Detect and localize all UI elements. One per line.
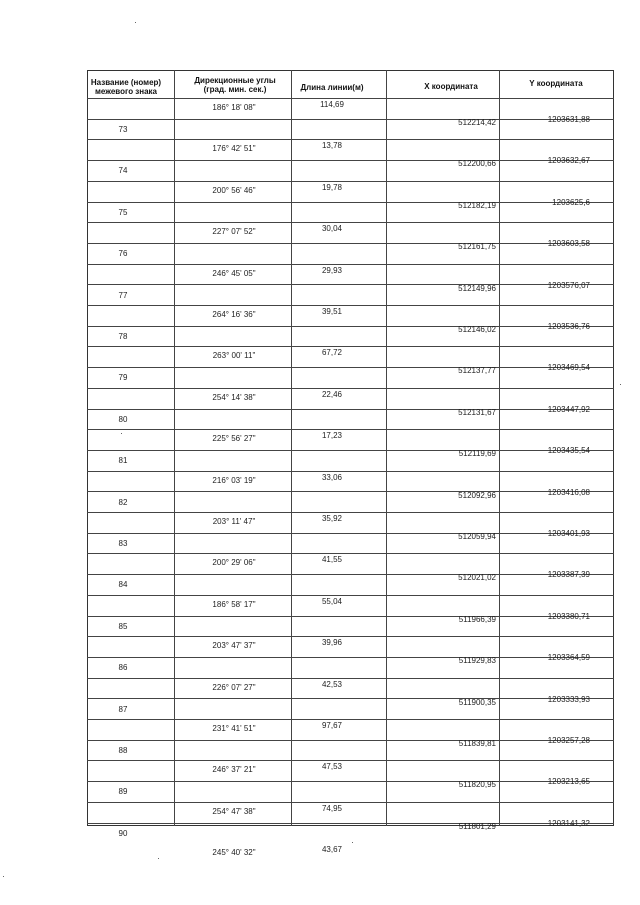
x-coordinate: 511820,95 <box>458 780 496 790</box>
y-coordinate: 1203603,58 <box>547 239 590 249</box>
header-angle-line1: Дирекционные углы <box>194 76 276 85</box>
x-coordinate: 512200,66 <box>458 159 496 169</box>
line-length: 43,67 <box>321 845 343 855</box>
x-coordinate: 512131,67 <box>458 407 496 417</box>
y-coordinate: 1203364,59 <box>547 653 590 663</box>
y-coordinate: 1203625,6 <box>552 197 590 207</box>
y-coordinate: 1203576,07 <box>547 280 590 290</box>
scan-speck <box>135 22 136 23</box>
y-coordinate: 1203447,92 <box>547 404 590 414</box>
direction-angle: 216° 03' 19" <box>212 475 256 485</box>
y-coordinate: 1203213,65 <box>547 777 590 787</box>
x-coordinate: 512182,19 <box>458 200 496 210</box>
direction-angle: 186° 58' 17" <box>212 599 256 609</box>
header-name-line2: межевого знака <box>94 87 158 96</box>
scan-speck <box>620 384 621 385</box>
y-coordinate: 1203469,54 <box>547 363 590 373</box>
direction-angle: 200° 56' 46" <box>212 185 256 195</box>
line-length: 35,92 <box>321 514 343 523</box>
boundary-mark-number: 90 <box>118 828 128 838</box>
line-length: 41,55 <box>321 555 343 565</box>
x-coordinate: 512146,02 <box>458 325 496 334</box>
boundary-mark-number: 89 <box>118 787 128 797</box>
direction-angle: 227° 07' 52" <box>212 227 256 237</box>
x-coordinate: 512092,96 <box>458 490 496 500</box>
row-divider <box>87 760 614 761</box>
header-name-line1: Название (номер) <box>90 78 162 87</box>
y-coordinate: 1203435,54 <box>547 446 590 456</box>
row-divider <box>87 305 614 306</box>
x-coordinate: 512149,96 <box>458 283 496 293</box>
x-coordinate: 512021,02 <box>458 573 496 583</box>
boundary-mark-number: 85 <box>118 621 128 631</box>
boundary-mark-number: 88 <box>118 746 128 755</box>
boundary-mark-number: 86 <box>118 663 128 673</box>
y-coordinate: 1203536,76 <box>547 322 590 331</box>
column-divider <box>174 70 175 826</box>
direction-angle: 263° 00' 11" <box>212 351 256 361</box>
header-name <box>88 78 164 96</box>
x-coordinate: 511801,29 <box>458 821 496 831</box>
scan-speck <box>352 842 353 843</box>
boundary-mark-number: 76 <box>118 249 128 259</box>
x-coordinate: 512119,69 <box>458 449 496 459</box>
header-angle-line2: (град. мин. сек.) <box>203 85 267 94</box>
header-x: X координата <box>424 82 478 91</box>
row-divider <box>87 512 614 513</box>
header-angle <box>176 76 294 94</box>
x-coordinate: 511900,35 <box>458 697 496 707</box>
line-length: 42,53 <box>321 679 343 689</box>
line-length: 29,93 <box>321 265 343 275</box>
line-length: 17,23 <box>321 431 343 441</box>
row-divider <box>87 139 614 140</box>
y-coordinate: 1203333,93 <box>547 694 590 704</box>
line-length: 97,67 <box>321 721 343 730</box>
x-coordinate: 512137,77 <box>458 366 496 376</box>
direction-angle: 231° 41' 51" <box>212 724 256 733</box>
boundary-mark-number: 79 <box>118 373 128 383</box>
header-y: Y координата <box>529 79 583 88</box>
y-coordinate: 1203401,93 <box>547 529 590 538</box>
column-divider <box>386 70 387 826</box>
line-length: 114,69 <box>320 100 344 109</box>
line-length: 39,96 <box>321 638 343 648</box>
row-divider <box>87 98 614 99</box>
boundary-mark-number: 77 <box>118 290 128 300</box>
row-divider <box>87 553 614 554</box>
row-divider <box>87 636 614 637</box>
boundary-mark-number: 82 <box>118 497 128 507</box>
boundary-mark-number: 84 <box>118 580 128 590</box>
direction-angle: 203° 11' 47" <box>212 517 256 526</box>
direction-angle: 203° 47' 37" <box>212 641 256 651</box>
y-coordinate: 1203631,88 <box>547 115 590 124</box>
direction-angle: 186° 18' 08" <box>212 103 256 112</box>
x-coordinate: 511966,39 <box>458 614 496 624</box>
scan-speck <box>121 433 122 434</box>
y-coordinate: 1203257,28 <box>547 736 590 745</box>
row-divider <box>87 429 614 430</box>
line-length: 13,78 <box>321 141 343 151</box>
line-length: 47,53 <box>321 762 343 772</box>
direction-angle: 254° 47' 38" <box>212 806 256 816</box>
scan-speck <box>158 858 159 859</box>
direction-angle: 264° 16' 36" <box>212 310 256 319</box>
y-coordinate: 1203632,67 <box>547 156 590 166</box>
line-length: 30,04 <box>321 224 343 234</box>
line-length: 39,51 <box>321 307 343 316</box>
direction-angle: 176° 42' 51" <box>212 144 256 154</box>
y-coordinate: 1203141,32 <box>547 818 590 828</box>
line-length: 22,46 <box>321 389 343 399</box>
x-coordinate: 511839,81 <box>458 739 496 748</box>
boundary-mark-number: 83 <box>118 539 128 548</box>
x-coordinate: 512214,42 <box>458 118 496 127</box>
line-length: 33,06 <box>321 472 343 482</box>
line-length: 55,04 <box>321 596 343 606</box>
y-coordinate: 1203380,71 <box>547 611 590 621</box>
direction-angle: 254° 14' 38" <box>212 392 256 402</box>
row-divider <box>87 222 614 223</box>
y-coordinate: 1203387,39 <box>547 570 590 580</box>
boundary-mark-number: 81 <box>118 456 128 466</box>
line-length: 67,72 <box>321 348 343 358</box>
row-divider <box>87 719 614 720</box>
direction-angle: 245° 40' 32" <box>212 848 256 858</box>
boundary-mark-number: 78 <box>118 332 128 341</box>
direction-angle: 246° 45' 05" <box>212 268 256 278</box>
boundary-mark-number: 73 <box>118 125 128 134</box>
direction-angle: 246° 37' 21" <box>212 765 256 775</box>
x-coordinate: 512059,94 <box>458 532 496 541</box>
direction-angle: 225° 56' 27" <box>212 434 256 444</box>
x-coordinate: 511929,83 <box>458 656 496 666</box>
row-divider <box>87 346 614 347</box>
boundary-mark-number: 80 <box>118 414 128 424</box>
boundary-mark-number: 75 <box>118 207 128 217</box>
column-divider <box>499 70 500 826</box>
scan-speck <box>3 876 4 877</box>
boundary-mark-number: 74 <box>118 166 128 176</box>
boundary-mark-number: 87 <box>118 704 128 714</box>
direction-angle: 200° 29' 06" <box>212 558 256 568</box>
direction-angle: 226° 07' 27" <box>212 682 256 692</box>
y-coordinate: 1203416,08 <box>547 487 590 497</box>
header-length: Длина линии(м) <box>300 83 364 92</box>
line-length: 19,78 <box>321 182 343 192</box>
x-coordinate: 512161,75 <box>458 242 496 252</box>
line-length: 74,95 <box>321 803 343 813</box>
